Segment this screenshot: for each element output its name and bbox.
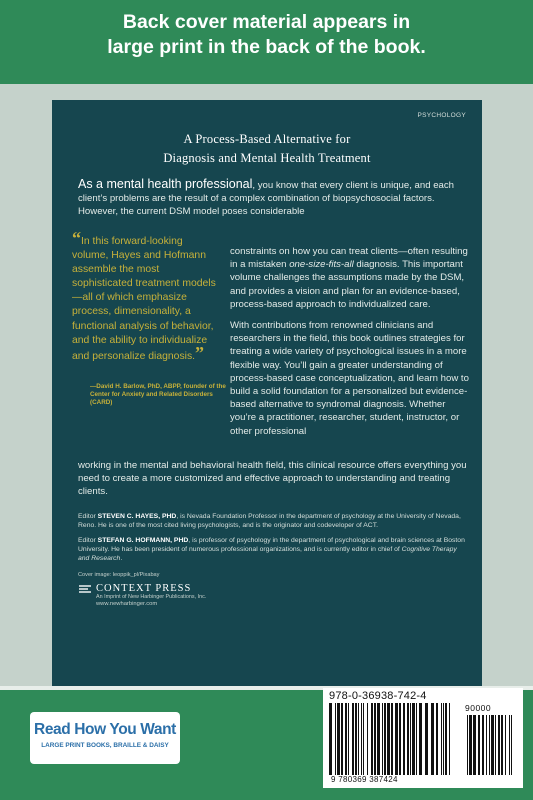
description-right-column <box>230 245 470 446</box>
lead-paragraph <box>78 178 468 219</box>
open-quote-mark: “ <box>72 228 81 248</box>
barcode-bar <box>441 703 442 775</box>
editor-2-end: . <box>120 555 123 563</box>
paragraph-1-text-a: constraints on how you can treat clients—often resulting in a mistaken <box>230 246 468 271</box>
description-paragraph-2-continued: working in the mental and behavioral health field, this clinical resource offers everything you need to create a more customized and effective approach to understanding and treating clients. <box>78 460 467 498</box>
headline <box>52 130 482 168</box>
barcode-bar <box>491 715 494 775</box>
barcode-bar <box>436 703 438 775</box>
publisher-name: CONTEXT PRESS <box>96 583 192 594</box>
barcode-digits: 9 780369 387424 <box>331 775 398 784</box>
barcode-bar <box>382 703 383 775</box>
barcode-bar <box>377 703 380 775</box>
barcode-bar <box>337 703 340 775</box>
barcode-bar <box>352 703 354 775</box>
description-paragraph-1 <box>230 245 470 311</box>
paragraph-1-text-b: diagnosis. This important volume challenges the assumptions made by the DSM, and provides a vision and plan for an evidence-based, process-based approach to individualized care. <box>230 259 465 310</box>
barcode-bar <box>509 715 510 775</box>
barcode-bar <box>384 703 386 775</box>
headline-line-1: A Process-Based Alternative for <box>183 132 351 146</box>
back-cover <box>52 100 482 690</box>
editor-2-prefix: Editor <box>78 536 98 544</box>
barcode-bar <box>495 715 496 775</box>
read-how-you-want-logo <box>30 712 180 764</box>
barcode-bar <box>395 703 398 775</box>
barcode-bar <box>410 703 411 775</box>
barcode-bar <box>341 703 343 775</box>
barcode-bar <box>367 703 368 775</box>
barcode-bar <box>361 703 362 775</box>
editor-bios <box>78 512 466 568</box>
barcode-bar <box>399 703 401 775</box>
editor-2-name: STEFAN G. HOFMANN, PHD <box>97 536 189 544</box>
editor-bio-hayes <box>78 512 466 531</box>
barcode-bar <box>363 703 364 775</box>
category-label: PSYCHOLOGY <box>417 112 466 119</box>
barcode-bar <box>329 703 332 775</box>
price-code: 90000 <box>465 703 492 713</box>
barcode-bar <box>348 703 349 775</box>
editor-1-bio: , is Nevada Foundation Professor in the department of psychology at the University of Nevada, Reno. He is one of the most cited living psychologists, and is the originator and codeveloper of ACT. <box>78 513 461 530</box>
barcode-bar <box>486 715 487 775</box>
barcode-bar <box>387 703 390 775</box>
barcode-bar <box>412 703 415 775</box>
barcode-bar <box>335 703 336 775</box>
banner-line-1: Back cover material appears in <box>122 11 411 33</box>
barcode-bar <box>498 715 500 775</box>
barcode-bar <box>473 715 476 775</box>
barcode-bar <box>511 715 512 775</box>
barcode-bar <box>443 703 444 775</box>
editor-2-journal: Cognitive Therapy and Research <box>78 545 457 563</box>
barcode-bar <box>505 715 506 775</box>
barcode-bar <box>371 703 373 775</box>
headline-line-2: Diagnosis and Mental Health Treatment <box>163 151 371 165</box>
barcode-bars <box>327 703 517 775</box>
barcode-bar <box>431 703 434 775</box>
endorsement-quote <box>72 228 220 364</box>
barcode-bar <box>467 715 468 775</box>
isbn-barcode <box>323 688 523 788</box>
barcode-bar <box>482 715 484 775</box>
barcode-bar <box>425 703 428 775</box>
barcode-bar <box>419 703 422 775</box>
quote-text: In this forward-looking volume, Hayes and Hofmann assemble the most sophisticated treatment models—all of which emphasize process, dimensionality, a functional analysis of behavior, and the ability to individualize and personalize diagnosis. <box>72 236 216 362</box>
barcode-bar <box>345 703 347 775</box>
editor-1-name: STEVEN C. HAYES, PHD <box>97 513 177 520</box>
barcode-bar <box>489 715 490 775</box>
close-quote-mark: ” <box>195 342 205 363</box>
barcode-bar <box>358 703 359 775</box>
publisher-url: www.newharbinger.com <box>96 601 158 607</box>
barcode-bar <box>391 703 393 775</box>
barcode-bar <box>501 715 503 775</box>
barcode-bar <box>407 703 409 775</box>
quote-attribution: —David H. Barlow, PhD, ABPP, founder of the Center for Anxiety and Related Disorders (CARD) <box>90 383 226 407</box>
context-press-logo-icon <box>78 584 92 593</box>
logo-name: Read How You Want <box>34 721 176 738</box>
publisher-subtitle: An Imprint of New Harbinger Publications, Inc. <box>96 594 207 600</box>
isbn-number: 978-0-36938-742-4 <box>329 690 427 702</box>
editor-2-bio: , is professor of psychology in the department of psychological and brain sciences at Boston University. He has been president of numerous professional organizations, and is currently editor in chief of <box>78 536 465 553</box>
banner-line-2: large print in the back of the book. <box>107 36 426 58</box>
barcode-bar <box>374 703 376 775</box>
large-print-banner <box>0 0 533 84</box>
publisher-block <box>78 583 258 607</box>
barcode-bar <box>469 715 472 775</box>
barcode-bar <box>449 703 450 775</box>
editor-1-prefix: Editor <box>78 513 98 520</box>
barcode-bar <box>478 715 480 775</box>
editor-bio-hofmann <box>78 536 466 564</box>
paragraph-1-emphasis: one-size-fits-all <box>289 259 354 271</box>
barcode-bar <box>403 703 405 775</box>
logo-tagline: LARGE PRINT BOOKS, BRAILLE & DAISY <box>41 742 169 749</box>
barcode-bar <box>416 703 417 775</box>
cover-image-credit: Cover image: leoppik_pl/Pixabay <box>78 572 160 578</box>
description-paragraph-2: With contributions from renowned clinicians and researchers in the field, this book outlines strategies for treating a wide variety of psychological issues in a more flexible way. You’ll gain a greater understanding of process-based case conceptualization, and learn how to build a solid foundation for a personalized but evidence-based alternative to syndromal diagnosis. Whether you’re a practitioner, researcher, student, instructor, or other professional <box>230 320 469 437</box>
lead-strong-text: As a mental health professional <box>78 177 253 191</box>
barcode-bar <box>445 703 447 775</box>
lead-text: , you know that every client is unique, and each client’s problems are the result of a complex combination of biopsychosocial factors. However, the current DSM model poses considerable <box>78 180 455 218</box>
barcode-bar <box>355 703 357 775</box>
